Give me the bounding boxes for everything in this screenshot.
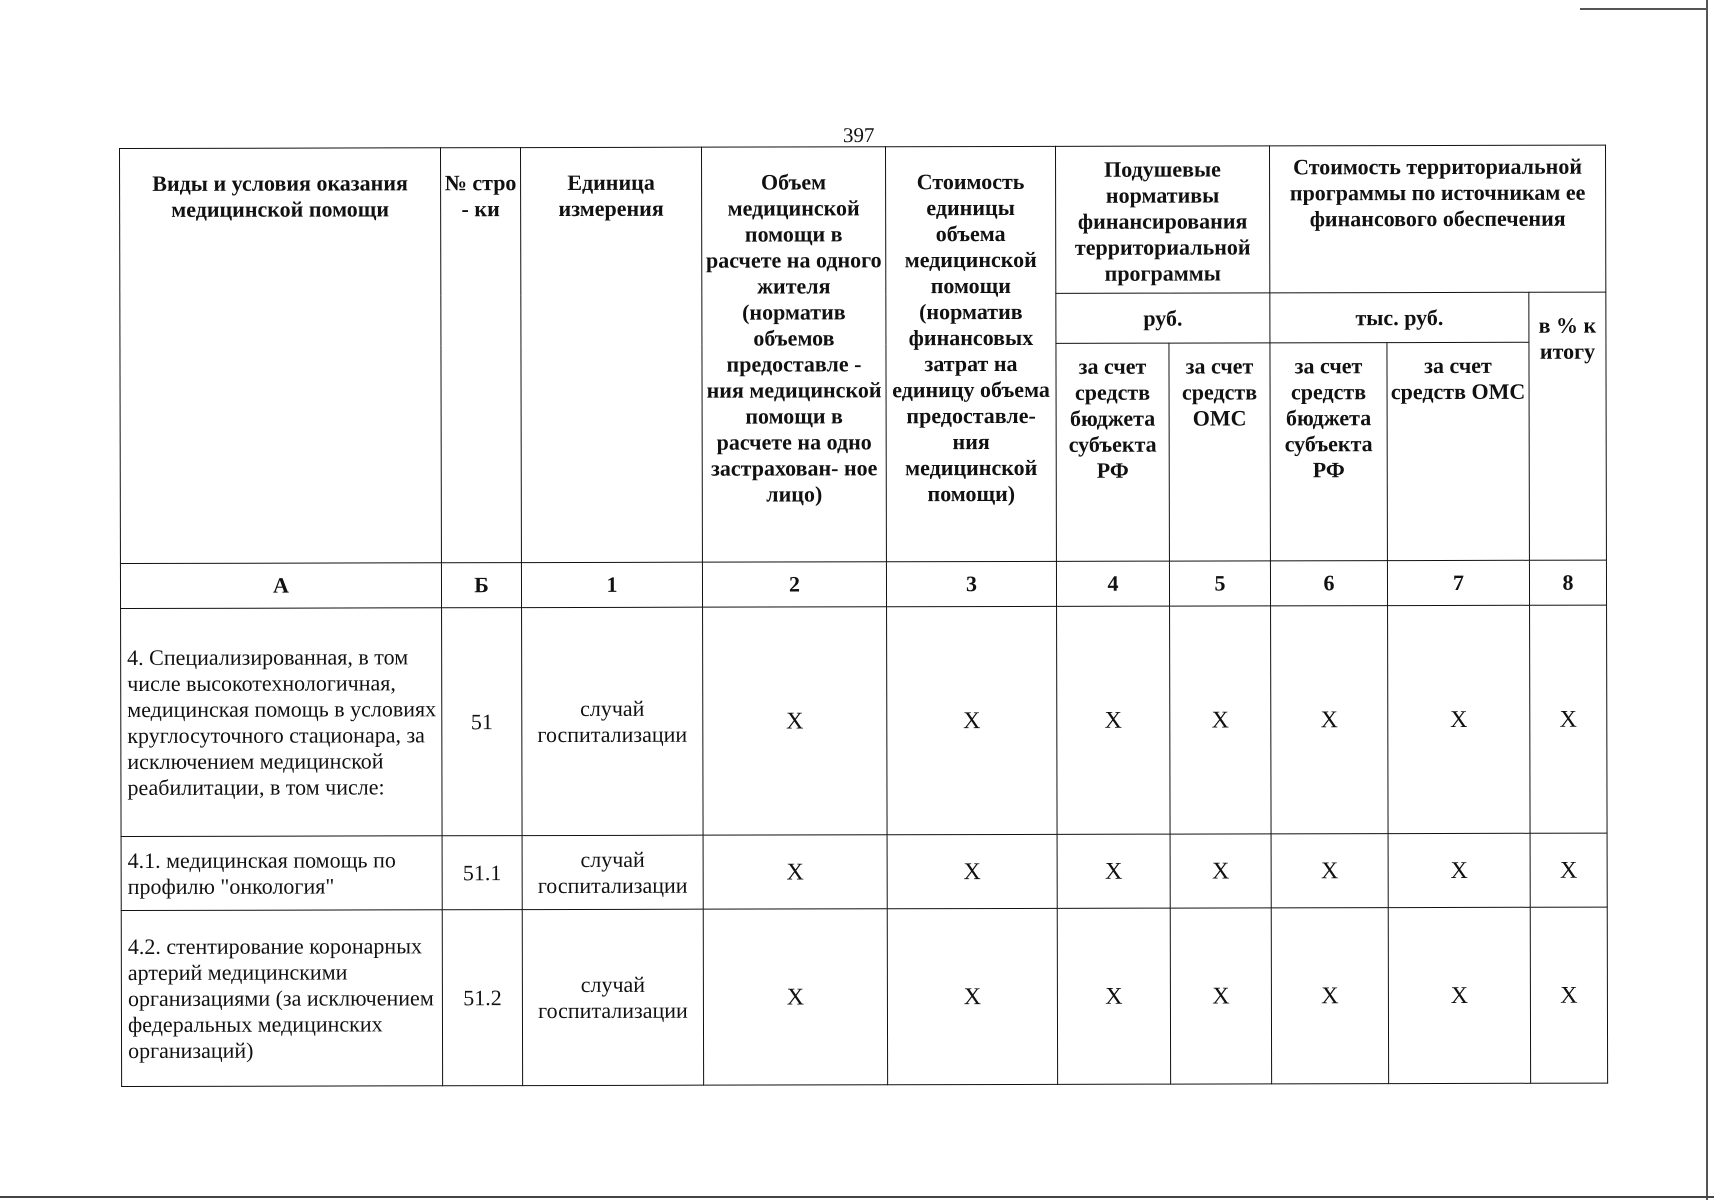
table-row [121, 605, 1608, 836]
value-cell: X [1057, 908, 1170, 1084]
scan-edge-bottom [0, 1196, 1714, 1198]
index-cell: 2 [702, 562, 886, 607]
header-program-cost-group: Стоимость территориальной программы по источникам ее финансового обеспечения [1269, 145, 1605, 293]
value-cell: X [1388, 907, 1530, 1083]
header-unit: Единица измерения [521, 147, 703, 562]
row-name: 4. Специализированная, в том числе высокотехнологичная, медицинская помощь в условиях круглосуточного стационара, за исключением медицинской реабилитации, в том числе: [121, 608, 443, 837]
index-cell: 4 [1056, 561, 1169, 606]
value-cell: X [1388, 833, 1530, 907]
index-cell: 7 [1387, 560, 1529, 605]
header-kind: Виды и условия оказания медицинской помощи [120, 148, 442, 564]
column-index-row [120, 560, 1606, 608]
value-cell: X [1170, 834, 1271, 908]
index-cell: 3 [886, 561, 1056, 606]
index-cell: Б [441, 563, 521, 608]
table-row [121, 833, 1607, 910]
header-oms-per-capita: за счет средств ОМС [1169, 343, 1270, 561]
value-cell: X [703, 909, 887, 1085]
value-cell: X [1530, 907, 1607, 1083]
value-cell: X [887, 834, 1057, 908]
value-cell: X [1271, 606, 1389, 834]
page-number: 397 [842, 122, 875, 148]
value-cell: X [887, 606, 1058, 834]
financing-table [119, 145, 1608, 1087]
index-cell: 5 [1169, 561, 1270, 606]
header-per-capita-group: Подушевые нормативы финансирования территориальной программы [1055, 146, 1269, 293]
header-budget-per-capita: за счет средств бюджета субъекта РФ [1056, 343, 1169, 561]
header-percent-total: в % к итогу [1529, 292, 1607, 560]
row-name: 4.1. медицинская помощь по профилю "онкология" [121, 836, 442, 911]
value-cell: X [1170, 606, 1272, 834]
value-cell: X [1057, 834, 1170, 908]
header-line-number: № стро - ки [441, 148, 522, 563]
row-unit: случай госпитализации [522, 909, 703, 1085]
value-cell: X [1057, 606, 1171, 834]
row-unit: случай госпитализации [522, 835, 703, 909]
header-unit-rub: руб. [1056, 293, 1270, 343]
row-unit: случай госпитализации [522, 607, 704, 835]
row-line-number: 51 [442, 608, 523, 836]
value-cell: X [703, 607, 888, 835]
row-line-number: 51.1 [442, 836, 522, 910]
index-cell: 6 [1270, 561, 1387, 606]
value-cell: X [1530, 833, 1607, 907]
value-cell: X [1271, 834, 1388, 908]
value-cell: X [703, 835, 887, 909]
scan-edge-top [1580, 8, 1708, 10]
header-budget-cost: за счет средств бюджета субъекта РФ [1270, 343, 1387, 561]
row-name: 4.2. стентирование коронарных артерий медицинскими организациями (за исключением федеральных медицинских организаций) [121, 910, 442, 1087]
index-cell: 8 [1529, 560, 1606, 605]
header-unit-cost: Стоимость единицы объема медицинской помощи (норматив финансовых затрат на единицу объема предоставле- ния медицинской помощи) [885, 146, 1056, 561]
value-cell: X [1388, 605, 1531, 833]
header-oms-cost: за счет средств ОМС [1387, 342, 1529, 560]
index-cell: А [120, 563, 441, 609]
table-row [121, 907, 1607, 1086]
scan-edge-right [1706, 0, 1708, 1200]
header-unit-thousand-rub: тыс. руб. [1270, 292, 1529, 343]
row-line-number: 51.2 [442, 910, 522, 1086]
header-volume: Объем медицинской помощи в расчете на одного жителя (норматив объемов предоставле - ния медицинской помощи в расчете на одно застрахован- ное лицо) [701, 147, 886, 562]
value-cell: X [1530, 605, 1608, 833]
value-cell: X [1170, 908, 1271, 1084]
value-cell: X [887, 908, 1057, 1084]
value-cell: X [1271, 908, 1388, 1084]
index-cell: 1 [521, 562, 702, 607]
